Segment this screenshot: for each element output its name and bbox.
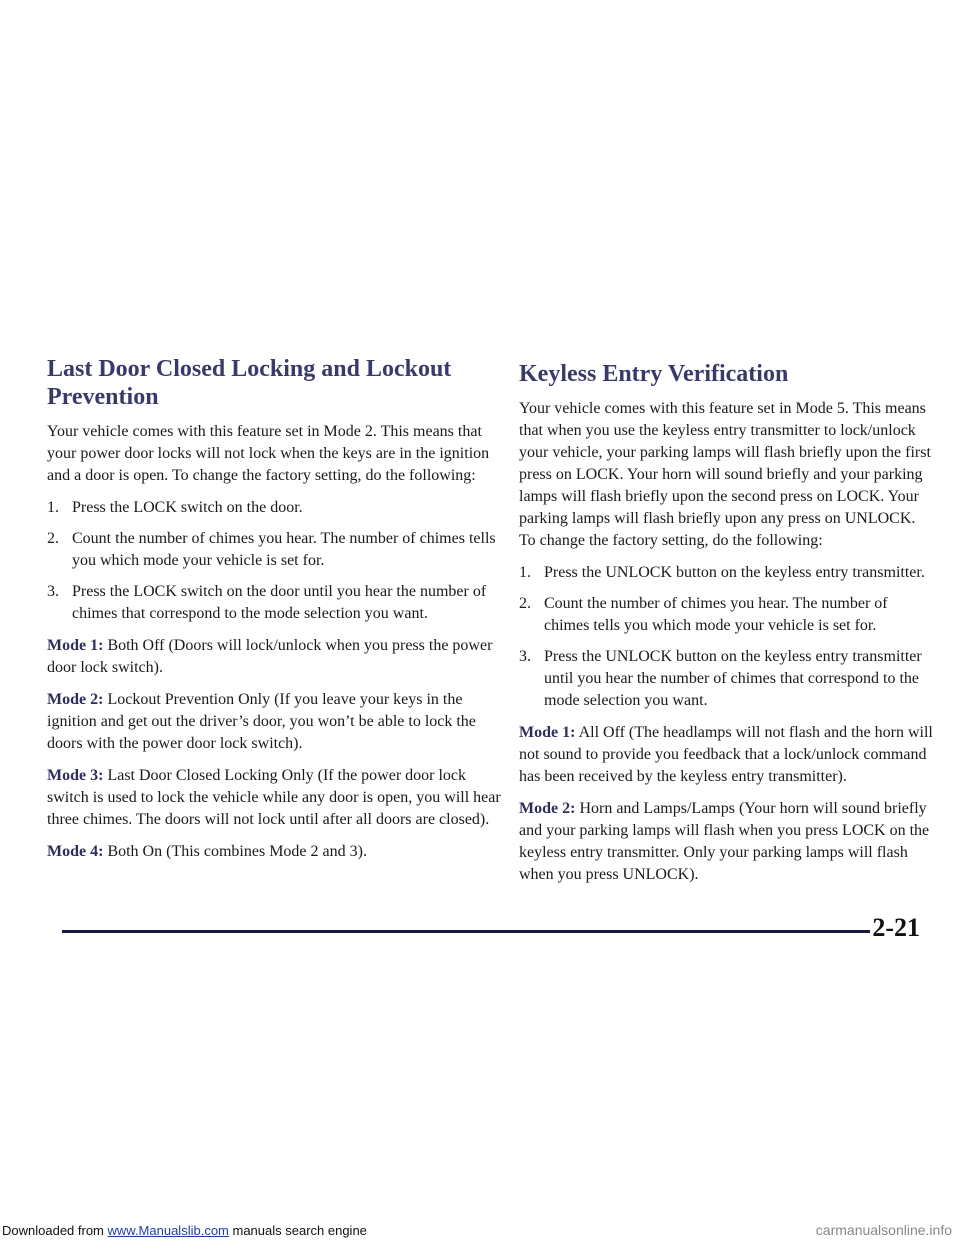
mode-paragraph — [47, 765, 505, 831]
mode-label: Mode 2: — [519, 800, 576, 817]
download-footer — [2, 1223, 367, 1238]
mode-paragraph — [47, 841, 505, 863]
step-number: 1. — [519, 564, 531, 581]
mode-paragraph — [47, 689, 505, 755]
mode-paragraph — [519, 722, 935, 788]
step-number: 3. — [519, 648, 531, 665]
mode-text: All Off (The headlamps will not flash and the horn will not sound to provide you feedback that a lock/unlock command has been received by the keyless entry transmitter). — [519, 724, 933, 785]
footer-prefix: Downloaded from — [2, 1223, 108, 1238]
step-text: Count the number of chimes you hear. The number of chimes tells you which mode your vehicle is set for. — [544, 595, 888, 634]
list-item — [47, 528, 505, 572]
mode-text: Last Door Closed Locking Only (If the power door lock switch is used to lock the vehicle while any door is open, you will hear three chimes. The doors will not lock until after all doors are closed). — [47, 767, 501, 828]
page-number: 2-21 — [872, 913, 920, 942]
list-item — [47, 581, 505, 625]
intro-paragraph: Your vehicle comes with this feature set in Mode 2. This means that your power door locks will not lock when the keys are in the ignition and a door is open. To change the factory setting, do the following: — [47, 423, 490, 484]
footer-suffix: manuals search engine — [228, 1223, 367, 1238]
mode-label: Mode 3: — [47, 767, 104, 784]
section-title-keyless-entry: Keyless Entry Verification — [519, 361, 789, 387]
list-item — [519, 646, 935, 712]
list-item — [519, 562, 935, 584]
step-number: 1. — [47, 499, 59, 516]
watermark-text: carmanualsonline.info — [815, 1222, 952, 1238]
step-number: 3. — [47, 583, 59, 600]
step-text: Press the UNLOCK button on the keyless entry transmitter until you hear the number of chimes that correspond to the mode selection you want. — [544, 648, 922, 709]
section-title-last-door: Last Door Closed Locking and Lockout Prevention — [47, 356, 452, 410]
step-text: Press the LOCK switch on the door. — [72, 499, 303, 516]
horizontal-rule — [62, 930, 870, 933]
step-number: 2. — [519, 595, 531, 612]
steps-list — [47, 497, 505, 625]
right-column — [519, 360, 935, 896]
mode-text: Lockout Prevention Only (If you leave your keys in the ignition and get out the driver’s door, you won’t be able to lock the doors with the power door lock switch). — [47, 691, 476, 752]
left-column — [47, 355, 505, 873]
list-item — [47, 497, 505, 519]
mode-paragraph — [519, 798, 935, 886]
manualslib-link[interactable]: www.Manualslib.com — [107, 1223, 229, 1238]
step-text: Press the UNLOCK button on the keyless entry transmitter. — [544, 564, 925, 581]
mode-label: Mode 1: — [47, 637, 104, 654]
steps-list — [519, 562, 935, 712]
mode-label: Mode 1: — [519, 724, 576, 741]
mode-text: Both Off (Doors will lock/unlock when you press the power door lock switch). — [47, 637, 493, 676]
mode-text: Both On (This combines Mode 2 and 3). — [107, 843, 367, 860]
step-text: Count the number of chimes you hear. The number of chimes tells you which mode your vehicle is set for. — [72, 530, 496, 569]
list-item — [519, 593, 935, 637]
mode-label: Mode 4: — [47, 843, 104, 860]
intro-paragraph: Your vehicle comes with this feature set in Mode 5. This means that when you use the keyless entry transmitter to lock/unlock your vehicle, your parking lamps will flash briefly upon the first press on LOCK. Your horn will sound briefly and your parking lamps will flash briefly upon the second press on LOCK. Your parking lamps will flash briefly upon any press on UNLOCK. To change the factory setting, do the following: — [519, 400, 931, 549]
step-text: Press the LOCK switch on the door until you hear the number of chimes that correspond to the mode selection you want. — [72, 583, 487, 622]
mode-label: Mode 2: — [47, 691, 104, 708]
mode-text: Horn and Lamps/Lamps (Your horn will sound briefly and your parking lamps will flash when you press LOCK on the keyless entry transmitter. Only your parking lamps will flash when you press UNLOCK). — [519, 800, 930, 883]
step-number: 2. — [47, 530, 59, 547]
mode-paragraph — [47, 635, 505, 679]
